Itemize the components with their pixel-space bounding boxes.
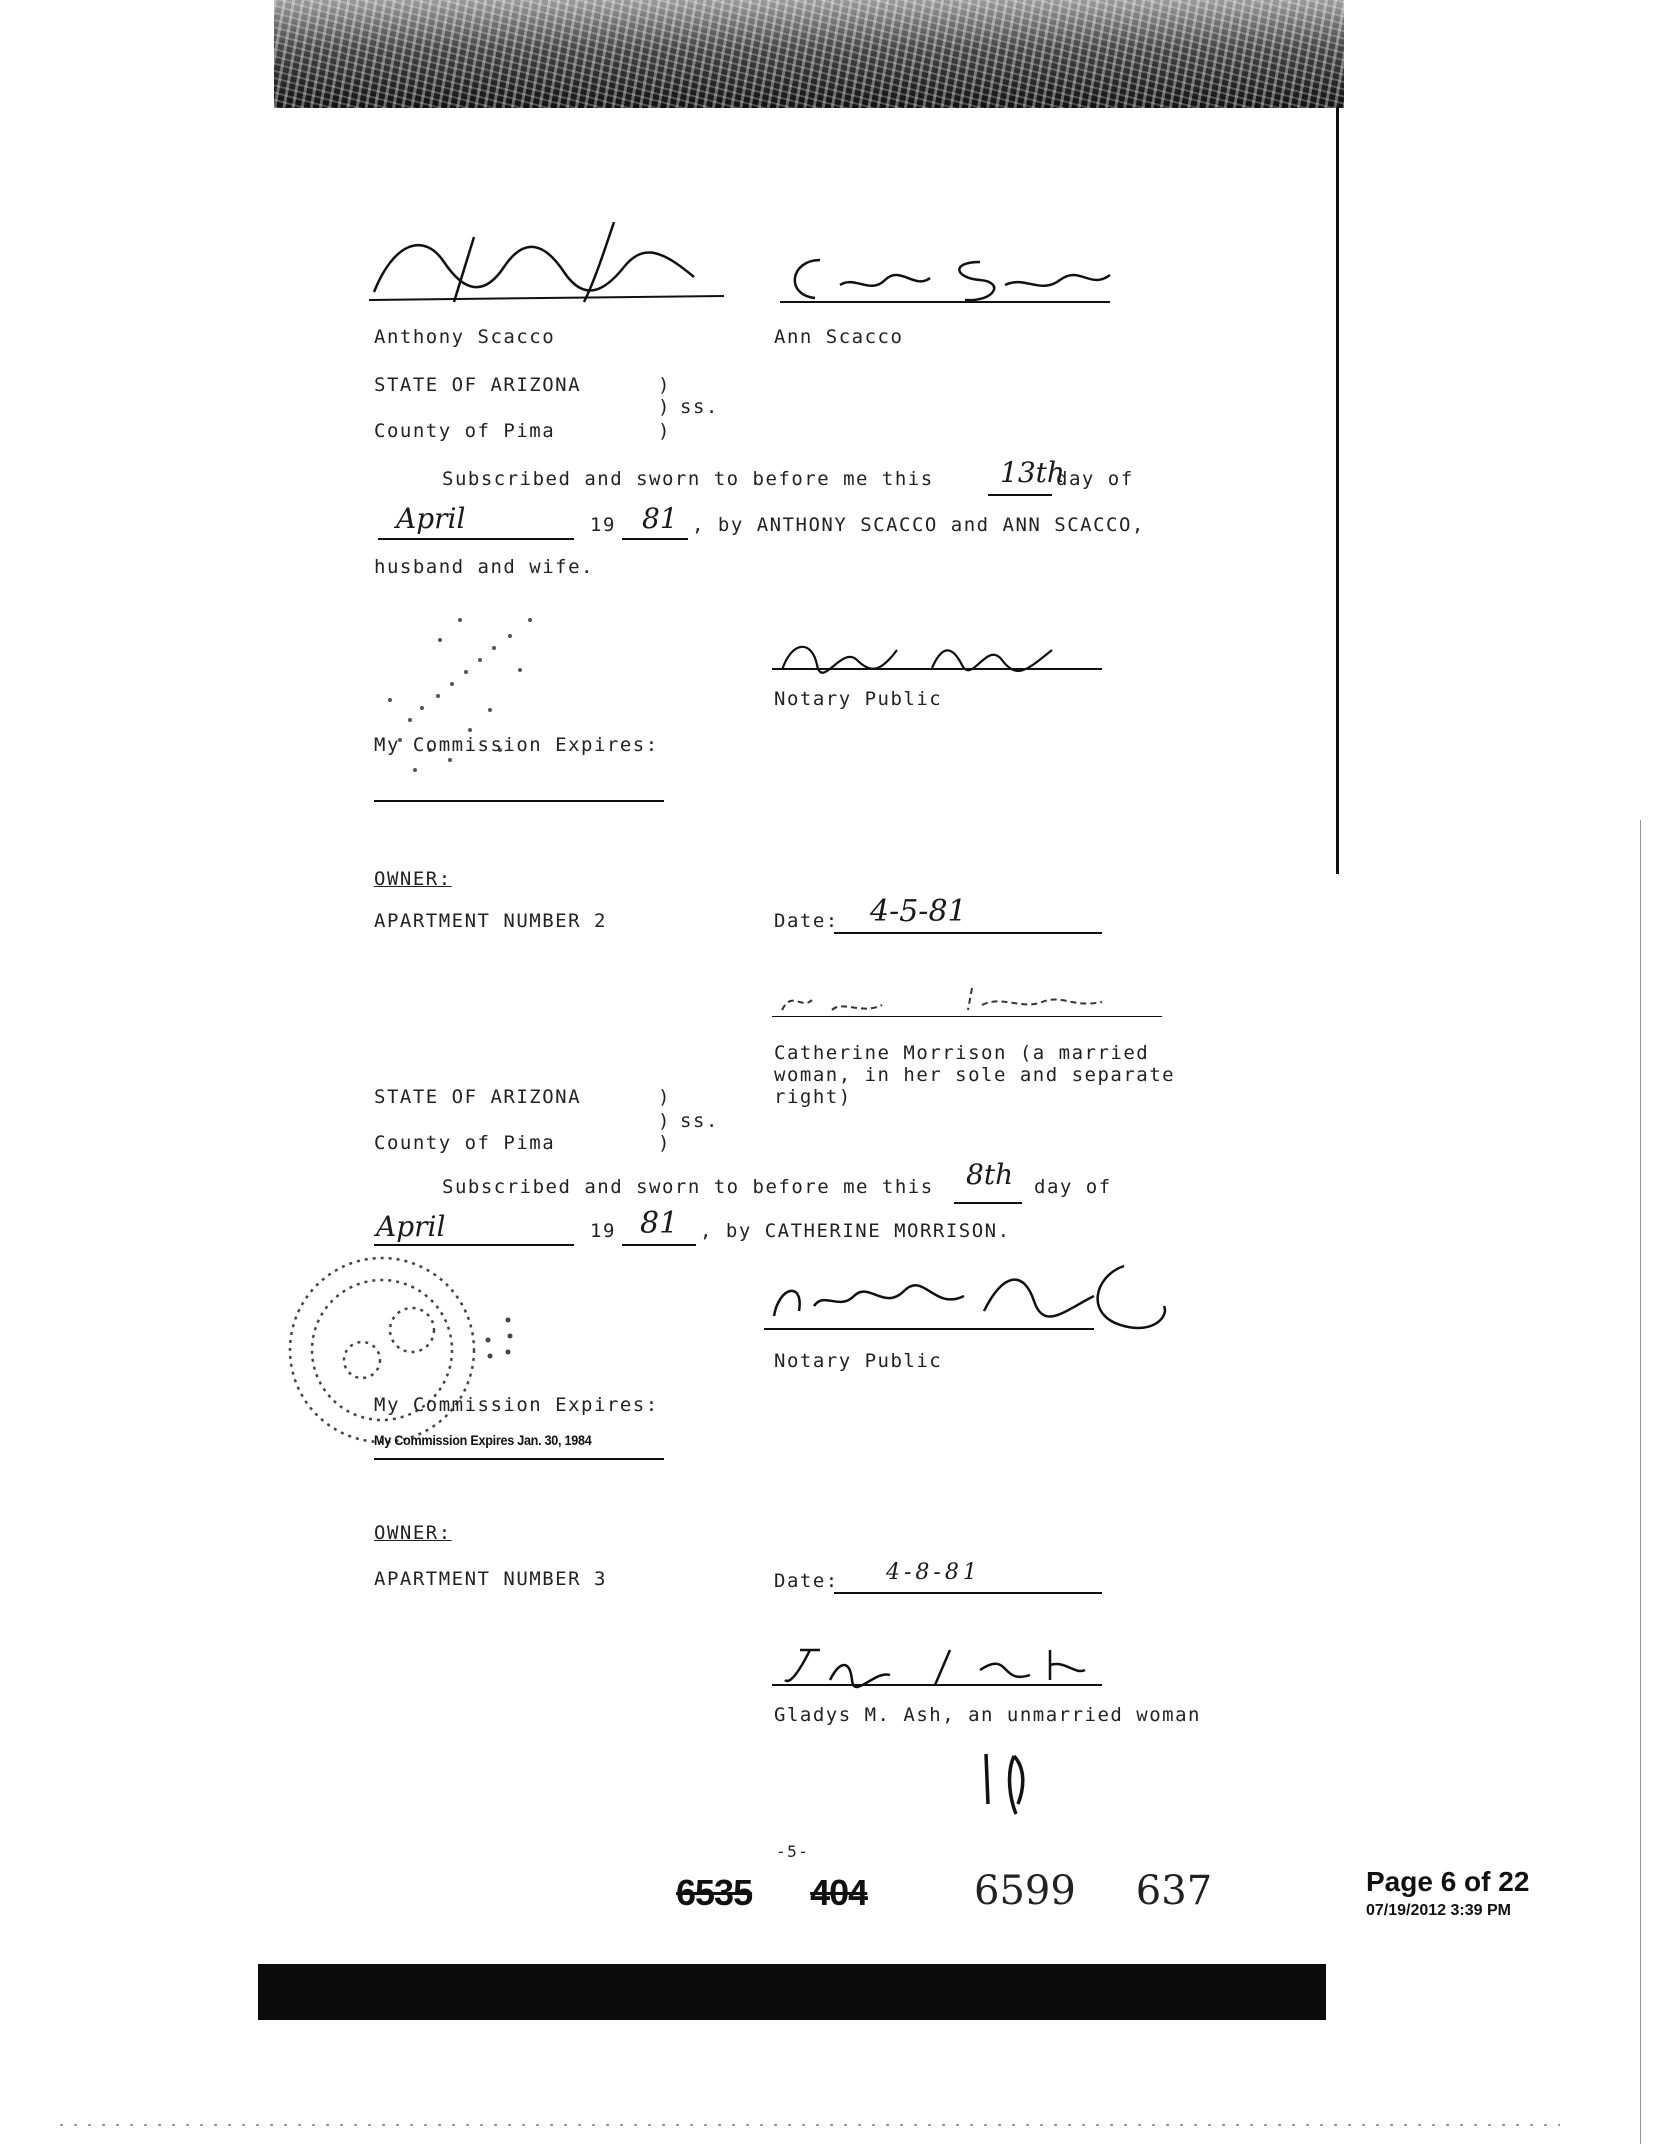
sworn-month-2: April xyxy=(376,1210,446,1243)
signature-notary-2 xyxy=(764,1256,1184,1336)
date-label-3: Date: xyxy=(774,1570,839,1592)
sworn-relation-1: husband and wife. xyxy=(374,556,594,578)
signer-name-2b: woman, in her sole and separate xyxy=(774,1064,1176,1086)
year-line-1 xyxy=(622,538,688,540)
year-line-2 xyxy=(622,1244,696,1246)
commission-line-1 xyxy=(374,800,664,802)
record-left-page: 404 xyxy=(810,1872,868,1913)
county-label-2: County of Pima xyxy=(374,1132,556,1154)
ss-label-1: ss. xyxy=(680,396,719,418)
date-value-2: 4-5-81 xyxy=(870,894,967,929)
bracket-2b: ) xyxy=(658,1110,671,1132)
scan-border-bottom xyxy=(258,1964,1326,2020)
notary-sig-line-2 xyxy=(764,1328,1094,1330)
sworn-text-2b: day of xyxy=(1034,1176,1112,1198)
owner-label-3: OWNER: xyxy=(374,1522,452,1544)
page-count: Page 6 of 22 xyxy=(1366,1866,1530,1897)
record-right-page: 637 xyxy=(1135,1868,1213,1914)
signer-name-3: Gladys M. Ash, an unmarried woman xyxy=(774,1704,1201,1726)
day-line-2 xyxy=(954,1202,1022,1204)
apartment-label-3: APARTMENT NUMBER 3 xyxy=(374,1568,607,1590)
sworn-parties-1: , by ANTHONY SCACCO and ANN SCACCO, xyxy=(692,514,1145,536)
bracket-1b: ) xyxy=(658,396,671,418)
scan-border-top xyxy=(274,0,1344,108)
sworn-text-1a: Subscribed and sworn to before me this xyxy=(442,468,934,490)
notary-label-1: Notary Public xyxy=(774,688,943,710)
year-prefix-2: 19 xyxy=(590,1220,616,1242)
signer-name-anthony: Anthony Scacco xyxy=(374,326,556,348)
notary-seal-stamp-2 xyxy=(262,1240,532,1450)
signature-notary-1 xyxy=(772,630,1102,678)
signature-gladys-ash xyxy=(780,1640,1100,1690)
record-left-book: 6535 xyxy=(676,1872,753,1913)
apartment-label-2: APARTMENT NUMBER 2 xyxy=(374,910,607,932)
notary-seal-faint-1 xyxy=(370,600,580,790)
bracket-1c: ) xyxy=(658,420,671,442)
year-prefix-1: 19 xyxy=(590,514,616,536)
bracket-1a: ) xyxy=(658,374,671,396)
date-line-2 xyxy=(834,932,1102,934)
signature-ann-scacco xyxy=(780,250,1120,312)
record-number-left xyxy=(676,1872,867,1914)
print-timestamp: 07/19/2012 3:39 PM xyxy=(1366,1902,1511,1919)
commission-line-2 xyxy=(374,1458,664,1460)
state-label-2: STATE OF ARIZONA xyxy=(374,1086,582,1108)
scan-edge-line-far xyxy=(1640,820,1641,2144)
commission-label-2: My Commission Expires: xyxy=(374,1394,659,1416)
commission-label-1: My Commission Expires: xyxy=(374,734,659,756)
signature-anthony-scacco xyxy=(364,222,744,312)
bracket-2a: ) xyxy=(658,1086,671,1108)
sworn-day-2: 8th xyxy=(966,1158,1014,1191)
owner-label-2: OWNER: xyxy=(374,868,452,890)
scan-dots xyxy=(60,2124,1560,2126)
day-line-1 xyxy=(988,494,1052,496)
sig-line-3 xyxy=(772,1684,1102,1686)
ss-label-2: ss. xyxy=(680,1110,719,1132)
bracket-2c: ) xyxy=(658,1132,671,1154)
date-value-3: 4-8-81 xyxy=(886,1560,981,1585)
signer-name-2c: right) xyxy=(774,1086,852,1108)
scan-edge-line xyxy=(1336,108,1339,874)
state-label-1: STATE OF ARIZONA xyxy=(374,374,582,396)
sworn-text-2a: Subscribed and sworn to before me this xyxy=(442,1176,934,1198)
sworn-year-2: 81 xyxy=(640,1206,679,1241)
sworn-day-1: 13th xyxy=(1000,456,1065,489)
notary-label-2: Notary Public xyxy=(774,1350,943,1372)
sworn-month-1: April xyxy=(396,502,466,535)
commission-stamp-2: My Commission Expires Jan. 30, 1984 xyxy=(374,1432,592,1448)
handwritten-initial-mark xyxy=(976,1744,1046,1824)
date-label-2: Date: xyxy=(774,910,839,932)
signer-name-ann: Ann Scacco xyxy=(774,326,904,348)
page-number: -5- xyxy=(776,1842,810,1861)
sworn-text-1b: day of xyxy=(1056,468,1134,490)
county-label-1: County of Pima xyxy=(374,420,556,442)
sig-line-2 xyxy=(772,1016,1162,1017)
signature-catherine-morrison xyxy=(772,980,1162,1024)
sworn-parties-2: , by CATHERINE MORRISON. xyxy=(700,1220,1011,1242)
date-line-3 xyxy=(834,1592,1102,1594)
record-right-book: 6599 xyxy=(974,1868,1076,1914)
sworn-year-1: 81 xyxy=(642,502,678,535)
notary-sig-line-1 xyxy=(772,668,1102,670)
month-line-1 xyxy=(378,538,574,540)
record-number-right xyxy=(974,1868,1212,1914)
signer-name-2a: Catherine Morrison (a married xyxy=(774,1042,1150,1064)
